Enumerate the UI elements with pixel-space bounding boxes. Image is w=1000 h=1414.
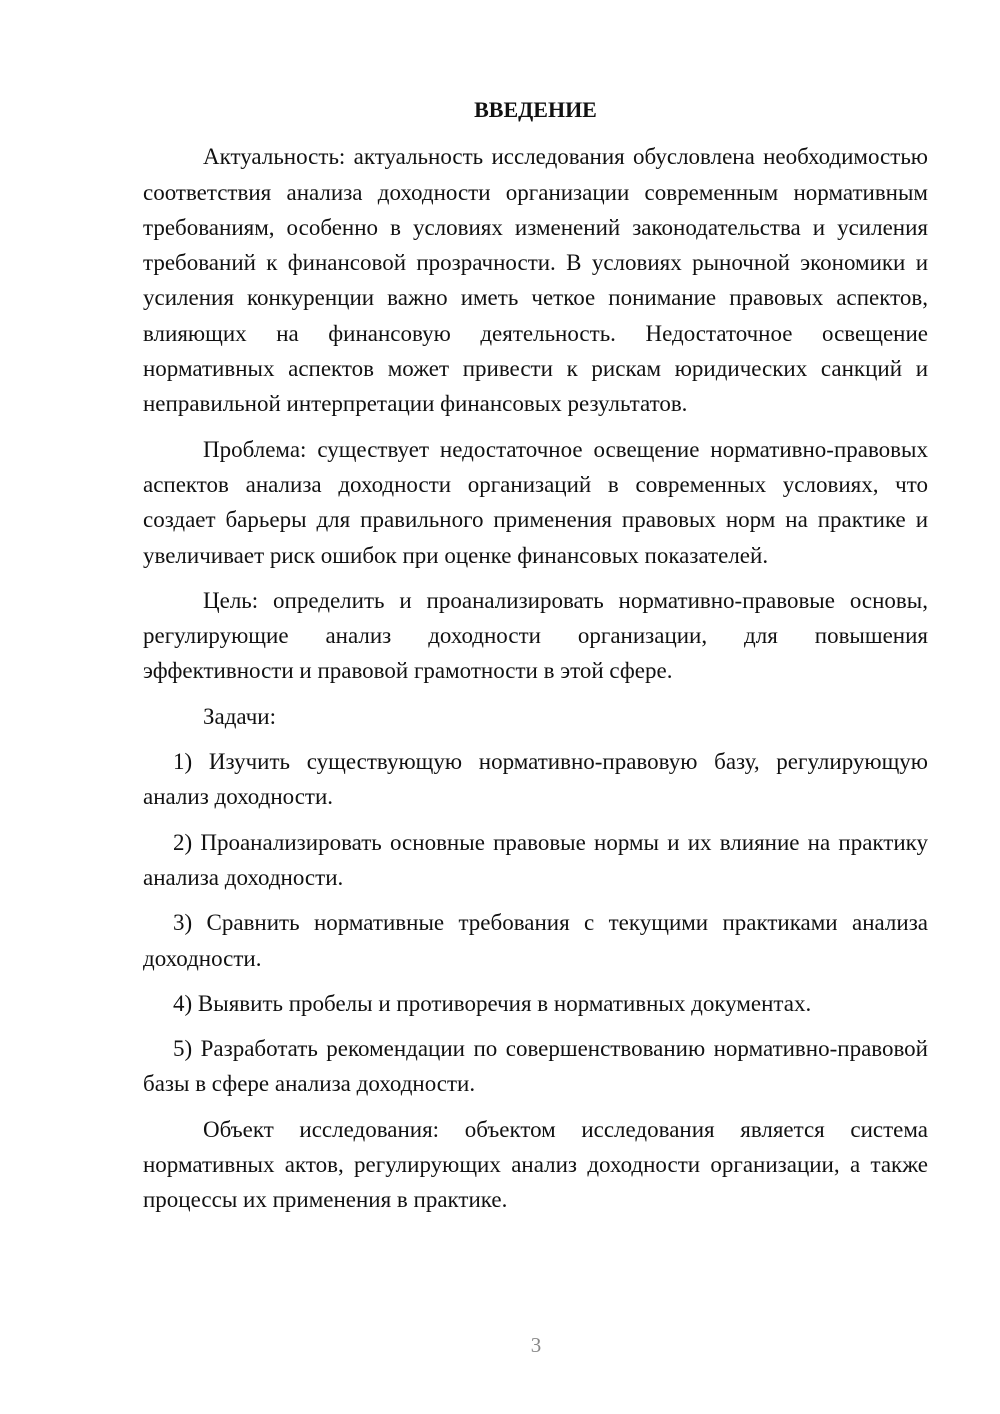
paragraph-tasks-heading: Задачи: xyxy=(203,703,276,729)
task-item-5: 5) Разработать рекомендации по совершенствованию нормативно-правовой базы в сфере анализа доходности. xyxy=(143,1036,928,1097)
paragraph-object: Объект исследования: объектом исследования является система нормативных актов, регулирующих анализ доходности организации, а также процессы их применения в практике. xyxy=(143,1116,928,1213)
paragraph-problem: Проблема: существует недостаточное освещение нормативно-правовых аспектов анализа доходности организаций в современных условиях, что создает барьеры для правильного применения правовых норм на практике и увеличивает риск ошибок при оценке финансовых показателей. xyxy=(143,436,928,568)
paragraph-relevance: Актуальность: актуальность исследования обусловлена необходимостью соответствия анализа доходности организации современным нормативным требованиям, особенно в условиях изменений законодательства и усиления требований к финансовой прозрачности. В условиях рыночной экономики и усиления конкуренции важно иметь четкое понимание правовых аспектов, влияющих на финансовую деятельность. Недостаточное освещение нормативных аспектов может привести к рискам юридических санкций и неправильной интерпретации финансовых результатов. xyxy=(143,144,928,417)
task-item-1: 1) Изучить существующую нормативно-правовую базу, регулирующую анализ доходности. xyxy=(143,749,928,810)
paragraph-goal: Цель: определить и проанализировать нормативно-правовые основы, регулирующие анализ доходности организации, для повышения эффективности и правовой грамотности в этой сфере. xyxy=(143,587,928,684)
page-content xyxy=(143,92,928,1218)
page-number: 3 xyxy=(530,1333,542,1357)
section-title: ВВЕДЕНИЕ xyxy=(474,97,597,122)
task-item-2: 2) Проанализировать основные правовые нормы и их влияние на практику анализа доходности. xyxy=(143,829,928,890)
task-item-3: 3) Сравнить нормативные требования с текущими практиками анализа доходности. xyxy=(143,910,928,971)
task-item-4: 4) Выявить пробелы и противоречия в нормативных документах. xyxy=(173,990,812,1016)
